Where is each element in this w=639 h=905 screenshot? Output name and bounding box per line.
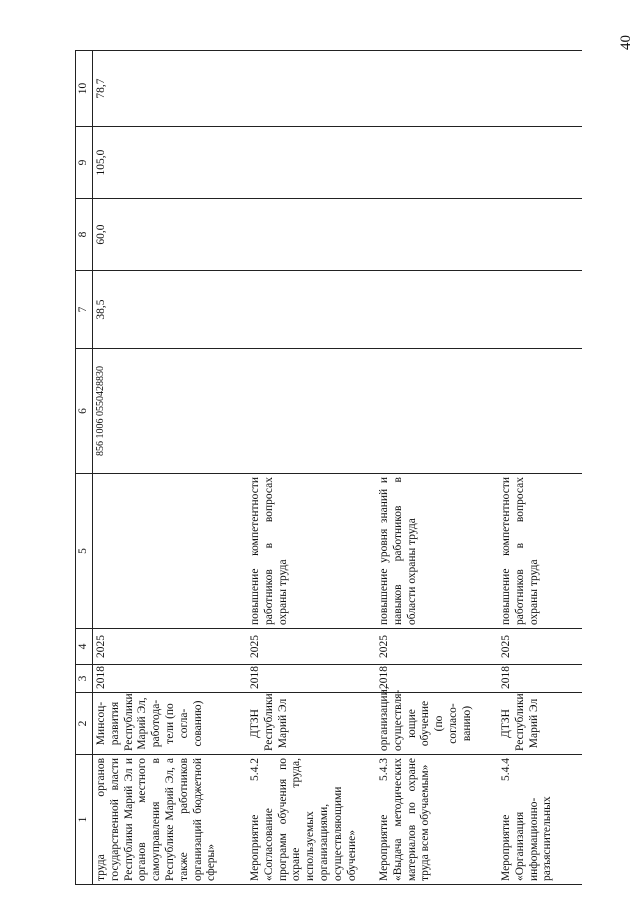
cell-measure: труда органов государственной власти Республики Марий Эл и органов местного самоуправления в Республике Марий Эл, а также работников организаций бюджетной сферы» [93, 755, 248, 885]
cell-start-year: 2018 [376, 665, 498, 693]
col-header-8: 8 [76, 199, 93, 271]
cell-executor: ДТЗН Республики Марий Эл [498, 693, 582, 755]
col-header-3: 3 [76, 665, 93, 693]
cell-end-year: 2025 [93, 629, 248, 665]
cell-executor: ДТЗН Республики Марий Эл [247, 693, 376, 755]
cell-result: повышение компетентности работников в вопросах охраны труда [498, 474, 582, 629]
cell-end-year: 2025 [498, 629, 582, 665]
cell-value-8 [247, 199, 376, 271]
col-header-1: 1 [76, 755, 93, 885]
cell-start-year: 2018 [247, 665, 376, 693]
cell-value-10: 78,7 [93, 51, 248, 127]
cell-start-year: 2018 [498, 665, 582, 693]
table-row [247, 51, 376, 885]
col-header-2: 2 [76, 693, 93, 755]
page-number: 40 [618, 35, 634, 50]
cell-value-9 [247, 127, 376, 199]
cell-result [93, 474, 248, 629]
cell-value-8: 60,0 [93, 199, 248, 271]
cell-value-7 [247, 271, 376, 349]
cell-budget-code: 856 1006 0550428830 [93, 349, 248, 474]
cell-measure: Мероприятие 5.4.4 «Организация информационно-разъяснительных [498, 755, 582, 885]
cell-value-8 [376, 199, 498, 271]
cell-budget-code [376, 349, 498, 474]
cell-budget-code [498, 349, 582, 474]
col-header-6: 6 [76, 349, 93, 474]
cell-measure: Мероприятие 5.4.3 «Выдача методических материалов по охране труда всем обучаемым» [376, 755, 498, 885]
cell-value-9 [498, 127, 582, 199]
cell-executor: организации, осуществля-ющие обучение (по согласо-ванию) [376, 693, 498, 755]
cell-value-9: 105,0 [93, 127, 248, 199]
rotated-table-container [75, 25, 595, 885]
col-header-7: 7 [76, 271, 93, 349]
cell-value-9 [376, 127, 498, 199]
cell-value-10 [498, 51, 582, 127]
cell-result: повышение компетентности работников в вопросах охраны труда [247, 474, 376, 629]
cell-value-10 [376, 51, 498, 127]
col-header-10: 10 [76, 51, 93, 127]
cell-value-7 [376, 271, 498, 349]
cell-measure: Мероприятие 5.4.2 «Согласование программ обучения по охране труда, используемых организациями, осуществляющими обучение» [247, 755, 376, 885]
cell-value-7 [498, 271, 582, 349]
cell-end-year: 2025 [247, 629, 376, 665]
cell-start-year: 2018 [93, 665, 248, 693]
cell-end-year: 2025 [376, 629, 498, 665]
cell-value-7: 38,5 [93, 271, 248, 349]
cell-executor: Минсоц-развития Республики Марий Эл, работода-тели (по согла-сованию) [93, 693, 248, 755]
col-header-5: 5 [76, 474, 93, 629]
cell-result: повышение уровня знаний и навыков работников в области охраны труда [376, 474, 498, 629]
col-header-4: 4 [76, 629, 93, 665]
table-row [376, 51, 498, 885]
cell-value-8 [498, 199, 582, 271]
table-row [93, 51, 248, 885]
header-row [76, 51, 93, 885]
cell-value-10 [247, 51, 376, 127]
cell-budget-code [247, 349, 376, 474]
table-row [498, 51, 582, 885]
col-header-9: 9 [76, 127, 93, 199]
program-table [75, 50, 582, 885]
